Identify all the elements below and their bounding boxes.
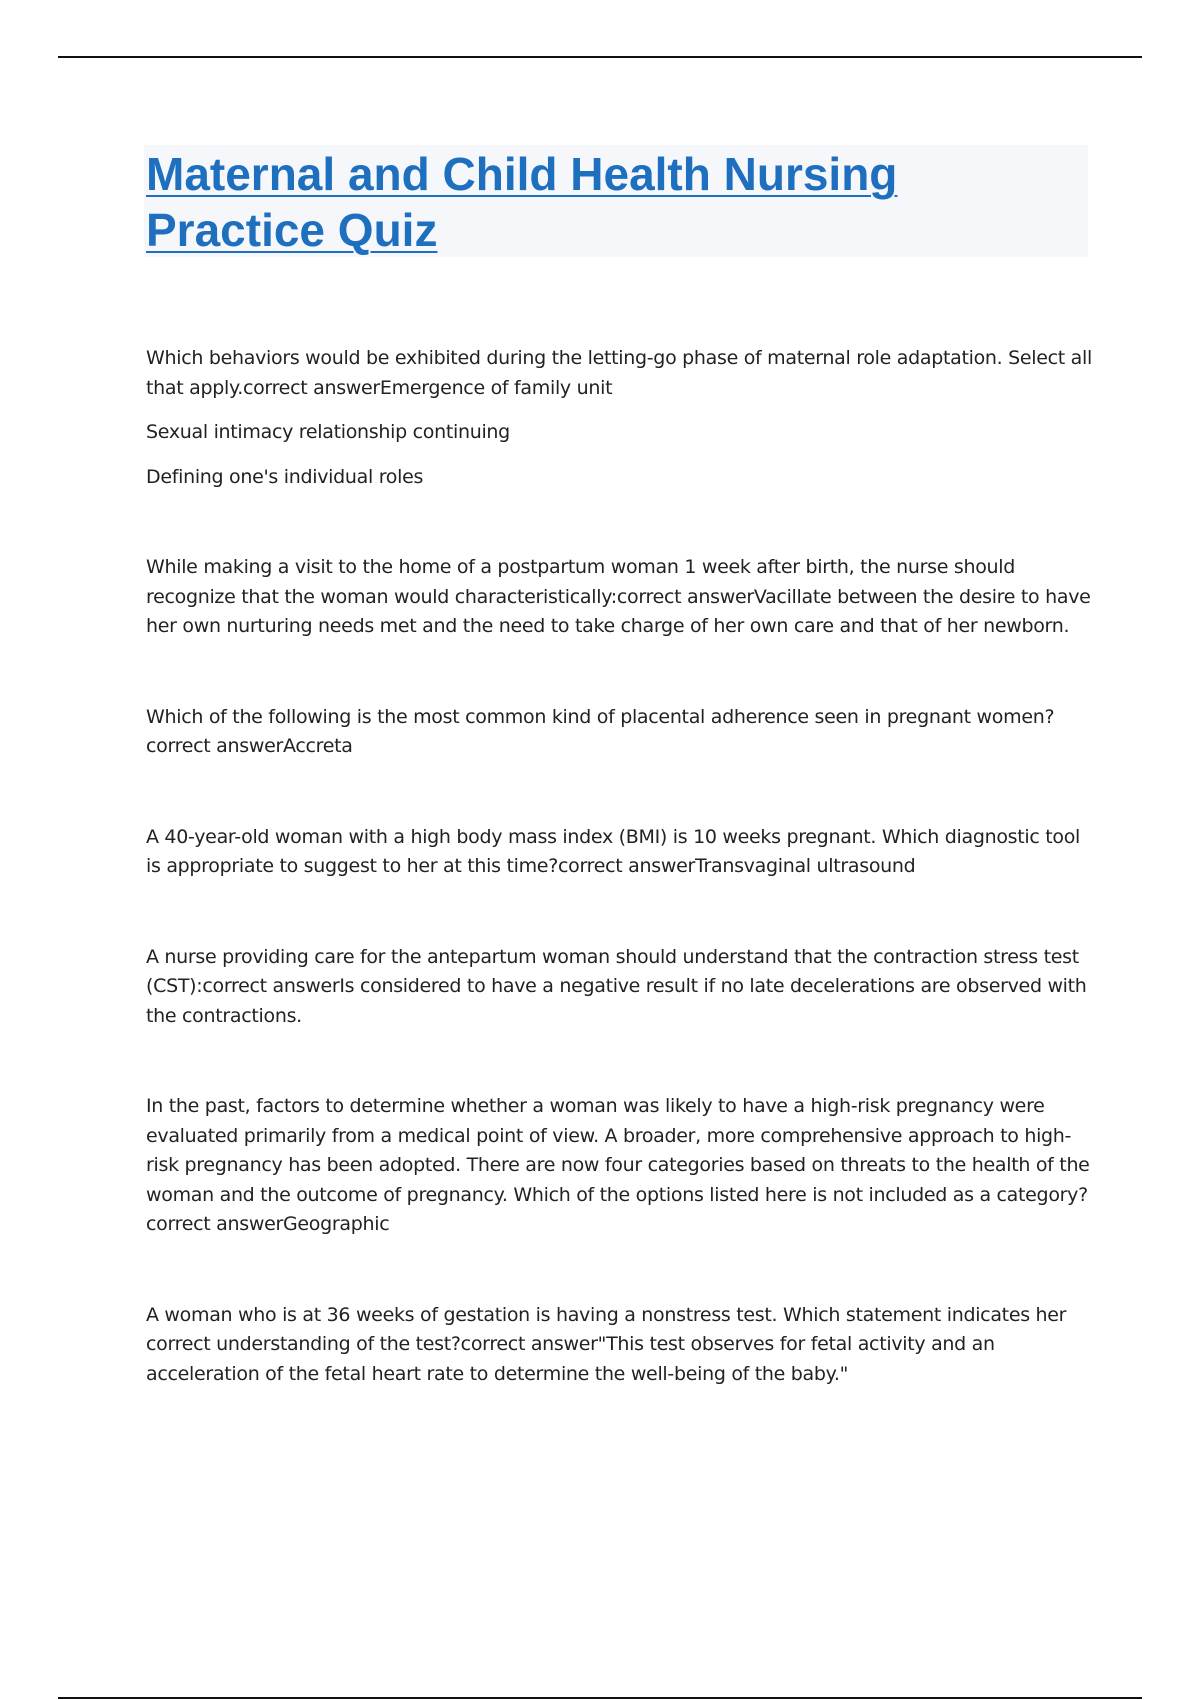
question-block-5: [146, 943, 1092, 1032]
quiz-content: [146, 344, 1092, 1389]
question-block-1: [146, 344, 1092, 492]
question-block-7: [146, 1301, 1092, 1390]
question-block-6: [146, 1092, 1092, 1240]
header-rule: [58, 56, 1142, 58]
footer-rule: [58, 1697, 1142, 1699]
question-5-text: A nurse providing care for the antepartum woman should understand that the contraction stress test (CST):correct answerIs considered to have a negative result if no late decelerations are observed with the contractions.: [146, 945, 1087, 1027]
question-1-answer-2: Sexual intimacy relationship continuing: [146, 421, 510, 443]
question-block-3: [146, 703, 1092, 762]
question-1-answer-3: Defining one's individual roles: [146, 465, 424, 488]
page-title[interactable]: Maternal and Child Health Nursing Practice Quiz: [146, 148, 898, 256]
question-1-text: Which behaviors would be exhibited during the letting-go phase of maternal role adaptation. Select all that apply.correct answerEmergence of family unit: [146, 347, 1092, 399]
question-4-text: A 40-year-old woman with a high body mass index (BMI) is 10 weeks pregnant. Which diagnostic tool is appropriate to suggest to her at this time?correct answerTransvaginal ultrasound: [146, 825, 1081, 877]
question-6-text: In the past, factors to determine whether a woman was likely to have a high-risk pregnancy were evaluated primarily from a medical point of view. A broader, more comprehensive approach to high-risk pregnancy has been adopted. There are now four categories based on threats to the health of the woman and the outcome of pregnancy. Which of the options listed here is not included as a category?correct answerGeographic: [146, 1095, 1090, 1235]
question-block-2: [146, 553, 1092, 642]
question-2-text: While making a visit to the home of a postpartum woman 1 week after birth, the nurse should recognize that the woman would characteristically:correct answerVacillate between the desire to have her own nurturing needs met and the need to take charge of her own care and that of her newborn.: [146, 556, 1091, 637]
question-3-text: Which of the following is the most common kind of placental adherence seen in pregnant women?correct answerAccreta: [146, 705, 1055, 757]
question-block-4: [146, 823, 1092, 882]
question-7-text: A woman who is at 36 weeks of gestation is having a nonstress test. Which statement indicates her correct understanding of the test?correct answer"This test observes for fetal activity and an acceleration of the fetal heart rate to determine the well-being of the baby.": [146, 1303, 1067, 1385]
